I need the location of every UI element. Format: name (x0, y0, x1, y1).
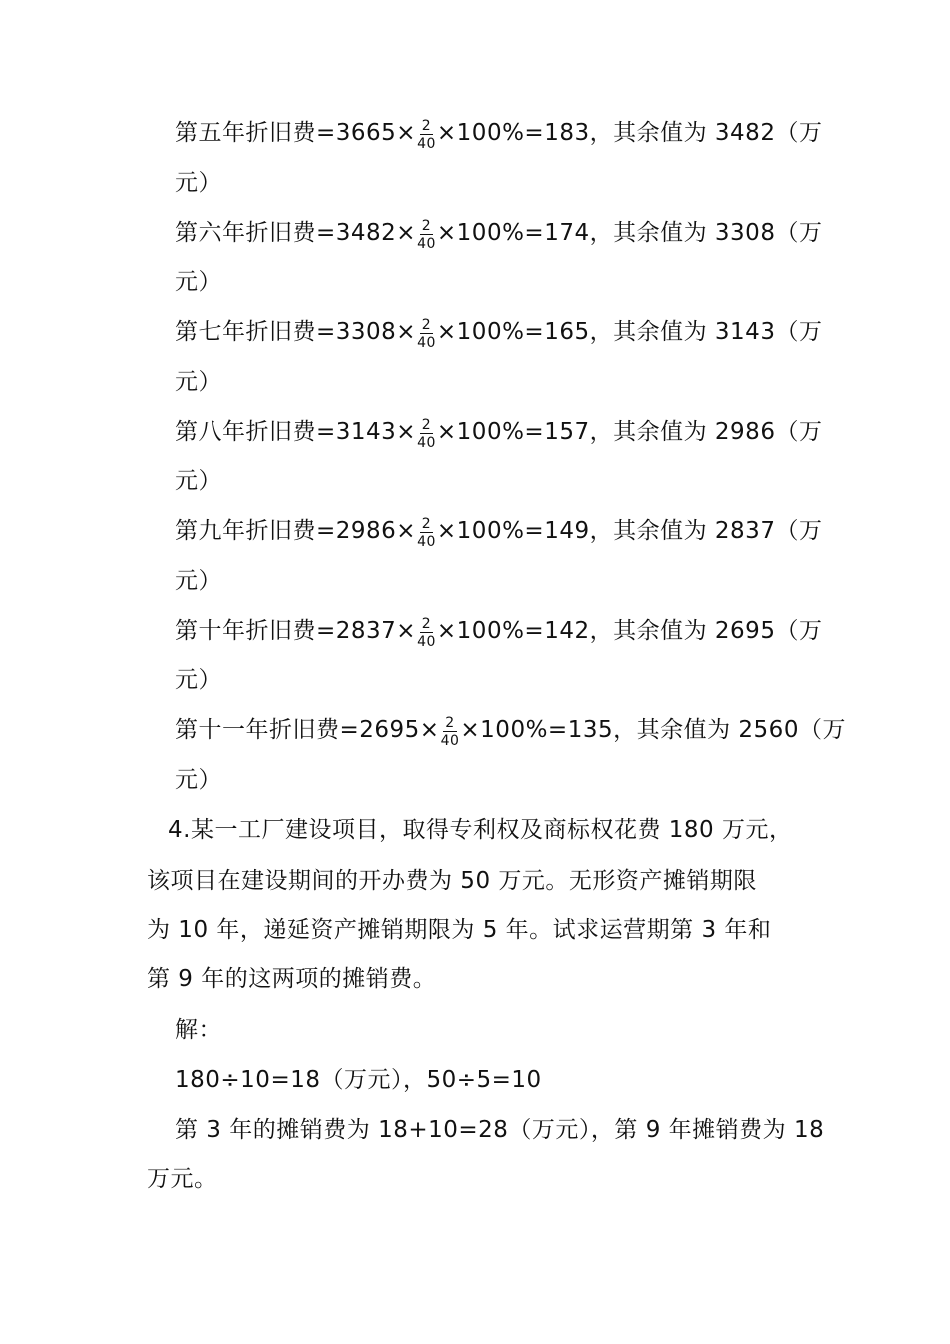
depreciation-line-year10 (175, 615, 823, 650)
fraction (417, 517, 436, 549)
question-line-1: 4.某一工厂建设项目，取得专利权及商标权花费 180 万元， (168, 817, 793, 843)
depreciation-line-year7-tail: 元） (175, 369, 222, 395)
fraction-numerator: 2 (445, 715, 455, 731)
fraction (417, 318, 436, 350)
question-line-3: 为 10 年，递延资产摊销期限为 5 年。试求运营期第 3 年和 (147, 917, 772, 943)
depreciation-line-year9 (175, 515, 823, 550)
depreciation-formula-prefix: 第十一年折旧费=2695× (175, 717, 440, 743)
fraction (417, 617, 436, 649)
depreciation-line-year8 (175, 416, 823, 451)
fraction-numerator: 2 (421, 118, 432, 134)
depreciation-formula-prefix: 第七年折旧费=3308× (175, 319, 417, 345)
depreciation-formula-prefix: 第九年折旧费=2986× (175, 518, 417, 544)
fraction-numerator: 2 (421, 218, 432, 234)
fraction (417, 219, 436, 251)
fraction-denominator: 40 (440, 733, 460, 749)
fraction (417, 418, 436, 450)
fraction-numerator: 2 (421, 417, 432, 433)
fraction-denominator: 40 (417, 534, 436, 550)
depreciation-line-year11-tail: 元） (175, 767, 222, 793)
solution-line-2: 第 3 年的摊销费为 18+10=28（万元），第 9 年摊销费为 18 (175, 1117, 825, 1143)
fraction-denominator: 40 (417, 236, 436, 252)
depreciation-line-year11 (175, 714, 846, 749)
question-line-2: 该项目在建设期间的开办费为 50 万元。无形资产摊销期限 (147, 868, 757, 894)
depreciation-formula-prefix: 第八年折旧费=3143× (175, 419, 417, 445)
fraction-numerator: 2 (421, 516, 432, 532)
solution-line-1: 180÷10=18（万元），50÷5=10 (175, 1067, 542, 1093)
depreciation-formula-suffix: ×100%=149，其余值为 2837（万 (436, 518, 823, 544)
depreciation-formula-suffix: ×100%=142，其余值为 2695（万 (436, 618, 823, 644)
depreciation-formula-suffix: ×100%=165，其余值为 3143（万 (436, 319, 823, 345)
depreciation-line-year7 (175, 316, 823, 351)
depreciation-line-year6-tail: 元） (175, 269, 222, 295)
solution-line-3: 万元。 (147, 1166, 218, 1192)
fraction-numerator: 2 (421, 317, 432, 333)
question-line-4: 第 9 年的这两项的摊销费。 (147, 966, 437, 992)
fraction-denominator: 40 (417, 435, 436, 451)
fraction-numerator: 2 (421, 616, 432, 632)
solution-label: 解： (175, 1017, 222, 1043)
depreciation-formula-prefix: 第五年折旧费=3665× (175, 120, 417, 146)
fraction (441, 716, 460, 748)
depreciation-formula-prefix: 第十年折旧费=2837× (175, 618, 417, 644)
fraction-denominator: 40 (417, 335, 436, 351)
depreciation-line-year5 (175, 117, 823, 152)
fraction-denominator: 40 (417, 136, 436, 152)
depreciation-line-year9-tail: 元） (175, 568, 222, 594)
depreciation-line-year8-tail: 元） (175, 468, 222, 494)
depreciation-formula-suffix: ×100%=157，其余值为 2986（万 (436, 419, 823, 445)
depreciation-formula-suffix: ×100%=135，其余值为 2560（万 (460, 717, 846, 743)
depreciation-line-year10-tail: 元） (175, 667, 222, 693)
fraction (417, 119, 436, 151)
fraction-denominator: 40 (417, 634, 436, 650)
depreciation-formula-prefix: 第六年折旧费=3482× (175, 220, 417, 246)
depreciation-line-year6 (175, 217, 823, 252)
depreciation-formula-suffix: ×100%=183，其余值为 3482（万 (436, 120, 823, 146)
depreciation-line-year5-tail: 元） (175, 170, 222, 196)
depreciation-formula-suffix: ×100%=174，其余值为 3308（万 (436, 220, 823, 246)
